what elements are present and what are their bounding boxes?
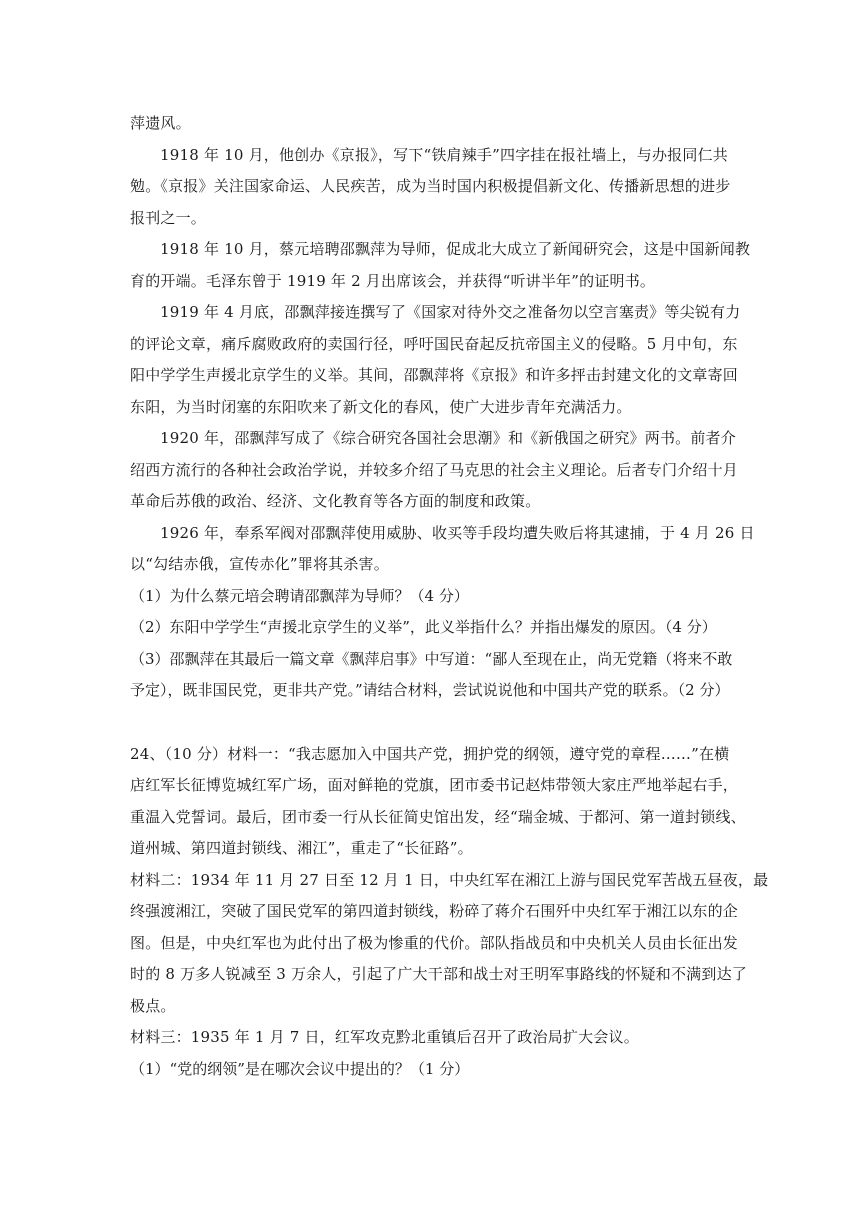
question-line: （2）东阳中学学生“声援北京学生的义举”，此义举指什么？并指出爆发的原因。（4 分） — [130, 618, 717, 636]
text-line: 1918 年 10 月，他创办《京报》，写下“铁肩辣手”四字挂在报社墙上，与办报同仁共 — [160, 145, 729, 164]
text-line: 革命后苏俄的政治、经济、文化教育等各方面的制度和政策。 — [130, 492, 541, 510]
text-line: 勉。《京报》关注国家命运、人民疾苦，成为当时国内积极提倡新文化、传播新思想的进步 — [130, 177, 731, 195]
text-line: 东阳，为当时闭塞的东阳吹来了新文化的春风，使广大进步青年充满活力。 — [130, 397, 632, 416]
text-line: 重温入党誓词。最后，团市委一行从长征简史馆出发，经“瑞金城、于都河、第一道封锁线、 — [130, 807, 746, 826]
text-line: 萍遗风。 — [130, 114, 191, 132]
text-line: 24、（10 分）材料一：“我志愿加入中国共产党，拥护党的纲领，遵守党的章程……”在横 — [130, 744, 730, 763]
question-1 — [130, 581, 730, 613]
material-2 — [130, 865, 769, 1023]
question-2 — [130, 612, 730, 644]
text-line: 的评论文章，痛斥腐败政府的卖国行径，呼吁国民奋起反抗帝国主义的侵略。5 月中旬，东 — [130, 334, 738, 353]
paragraph-0 — [130, 108, 730, 140]
paragraph-5 — [130, 518, 755, 581]
question-24-1 — [130, 1054, 730, 1086]
text-line: 1918 年 10 月，蔡元培聘邵飘萍为导师，促成北大成立了新闻研究会，这是中国新闻教 — [160, 240, 751, 258]
text-line: 材料三：1935 年 1 月 7 日，红军攻克黔北重镇后召开了政治局扩大会议。 — [130, 1028, 639, 1046]
text-line: 终强渡湘江，突破了国民党军的第四道封锁线，粉碎了蒋介石围歼中央红军于湘江以东的企 — [130, 902, 739, 920]
question-line: （1）“党的纲领”是在哪次会议中提出的？（1 分） — [130, 1059, 470, 1078]
text-line: 极点。 — [130, 996, 176, 1015]
document-page — [130, 108, 769, 1085]
text-line: 道州城、第四道封锁线、湘江”，重走了“长征路”。 — [130, 839, 473, 857]
material-1 — [130, 739, 746, 865]
paragraph-1 — [130, 140, 730, 235]
text-line: 育的开端。毛泽东曾于 1919 年 2 月出席该会，并获得“听讲半年”的证明书。 — [130, 271, 656, 290]
text-line: 报刊之一。 — [130, 208, 207, 227]
text-line: 绍西方流行的各种社会政治学说，并较多介绍了马克思的社会主义理论。后者专门介绍十月 — [130, 460, 739, 479]
text-line: 店红军长征博览城红军广场，面对鲜艳的党旗，团市委书记赵炜带领大家庄严地举起右手， — [130, 776, 739, 794]
text-line: 1926 年，奉系军阀对邵飘萍使用威胁、收买等手段均遭失败后将其逮捕，于 4 月 26 日 — [160, 523, 755, 542]
text-line: 以“勾结赤俄，宣传赤化”罪将其杀害。 — [130, 555, 389, 573]
text-line: 1919 年 4 月底，邵飘萍接连撰写了《国家对待外交之准备勿以空言塞责》等尖锐有力 — [160, 303, 741, 321]
question-3 — [130, 644, 733, 707]
text-line: 材料二：1934 年 11 月 27 日至 12 月 1 日，中央红军在湘江上游与国民党军苦战五昼夜，最 — [130, 870, 769, 889]
paragraph-2 — [130, 234, 751, 297]
question-line: （1）为什么蔡元培会聘请邵飘萍为导师？（4 分） — [130, 586, 469, 605]
text-line: 阳中学学生声援北京学生的义举。其间，邵飘萍将《京报》和许多抨击封建文化的文章寄回 — [130, 366, 739, 384]
question-line: （3）邵飘萍在其最后一篇文章《飘萍启事》中写道：“鄙人至现在止，尚无党籍（将来不敢 — [130, 649, 733, 668]
paragraph-4 — [130, 423, 739, 518]
text-line: 时的 8 万多人锐减至 3 万余人，引起了广大干部和战士对王明军事路线的怀疑和不满到达了 — [130, 965, 747, 983]
text-line: 图。但是，中央红军也为此付出了极为惨重的代价。部队指战员和中央机关人员由长征出发 — [130, 933, 739, 952]
paragraph-3 — [130, 297, 741, 423]
material-3 — [130, 1022, 730, 1054]
text-line: 1920 年，邵飘萍写成了《综合研究各国社会思潮》和《新俄国之研究》两书。前者介 — [160, 429, 736, 447]
question-line: 予定），既非国民党，更非共产党。”请结合材料，尝试说说他和中国共产党的联系。（2 分） — [130, 681, 730, 699]
section-gap — [130, 707, 730, 739]
